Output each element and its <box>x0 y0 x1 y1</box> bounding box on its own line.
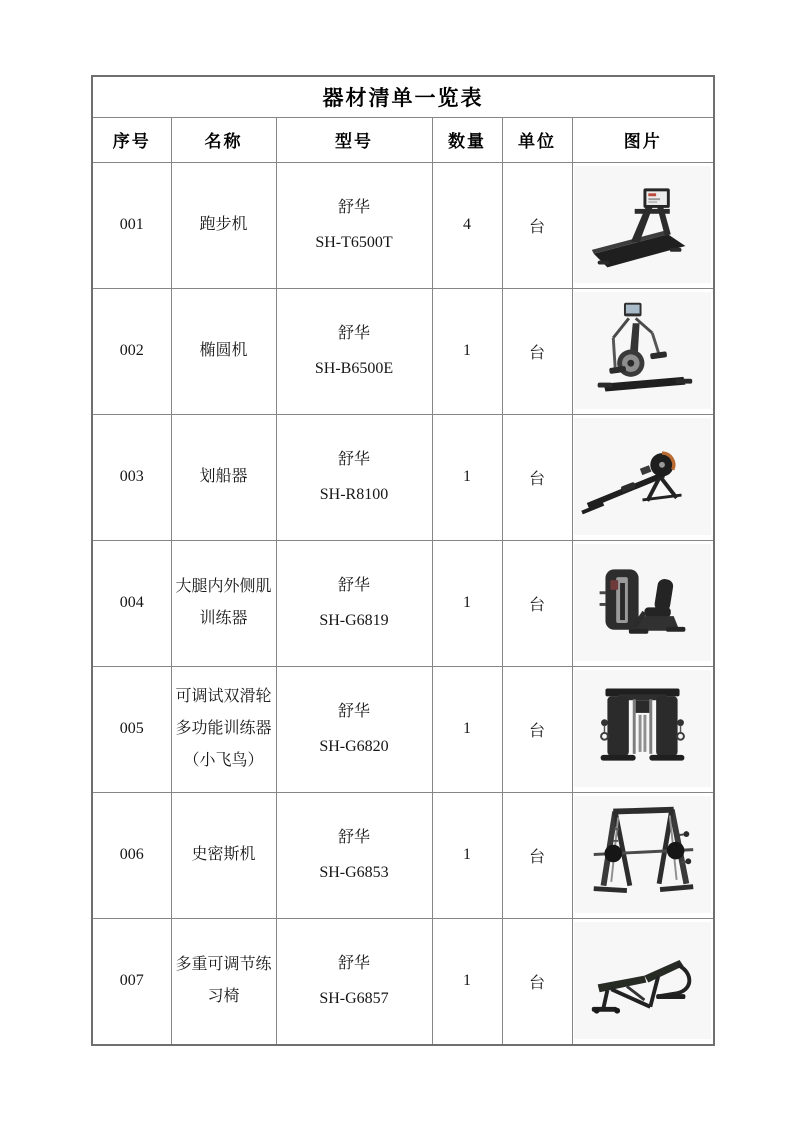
row-photo <box>572 288 714 414</box>
treadmill-photo <box>574 166 711 283</box>
dual-pulley-functional-trainer-photo <box>574 670 711 787</box>
model-text: SH-B6500E <box>314 360 394 377</box>
adjustable-bench-photo <box>574 922 711 1039</box>
row-model <box>276 162 432 288</box>
row-unit: 台 <box>502 288 572 414</box>
row-name: 跑步机 <box>171 162 276 288</box>
brand-text: 舒华 <box>337 576 370 594</box>
row-photo <box>572 162 714 288</box>
brand-text: 舒华 <box>337 198 370 216</box>
row-name: 可调试双滑轮多功能训练器（小飞鸟） <box>171 666 276 792</box>
row-model <box>276 792 432 918</box>
dual-pulley-functional-trainer-image <box>574 670 711 787</box>
model-text: SH-R8100 <box>319 486 389 503</box>
row-name: 史密斯机 <box>171 792 276 918</box>
column-header-qty: 数量 <box>432 117 502 162</box>
row-photo <box>572 918 714 1045</box>
row-model <box>276 288 432 414</box>
row-name: 划船器 <box>171 414 276 540</box>
table-title-row <box>92 76 714 117</box>
row-model <box>276 540 432 666</box>
row-no: 006 <box>92 792 171 918</box>
brand-text: 舒华 <box>337 324 370 342</box>
column-header-model: 型号 <box>276 117 432 162</box>
row-qty: 1 <box>432 792 502 918</box>
inner-outer-thigh-machine-photo <box>574 544 711 661</box>
row-unit: 台 <box>502 918 572 1045</box>
column-header-photo: 图片 <box>572 117 714 162</box>
column-header-name: 名称 <box>171 117 276 162</box>
model-text: SH-G6819 <box>319 612 389 629</box>
row-no: 005 <box>92 666 171 792</box>
smith-machine-image <box>574 796 711 913</box>
column-header-unit: 单位 <box>502 117 572 162</box>
row-unit: 台 <box>502 414 572 540</box>
row-qty: 1 <box>432 918 502 1045</box>
row-model <box>276 666 432 792</box>
row-name: 多重可调节练习椅 <box>171 918 276 1045</box>
row-unit: 台 <box>502 162 572 288</box>
column-header-no: 序号 <box>92 117 171 162</box>
table-row <box>92 414 714 540</box>
adjustable-bench-image <box>574 922 711 1039</box>
elliptical-photo <box>574 292 711 409</box>
smith-machine-photo <box>574 796 711 913</box>
inner-outer-thigh-machine-image <box>574 544 711 661</box>
rowing-machine-image <box>574 418 711 535</box>
row-unit: 台 <box>502 666 572 792</box>
row-qty: 4 <box>432 162 502 288</box>
brand-text: 舒华 <box>337 450 370 468</box>
row-unit: 台 <box>502 792 572 918</box>
model-text: SH-G6857 <box>319 990 389 1007</box>
row-model <box>276 414 432 540</box>
table-row <box>92 540 714 666</box>
row-no: 007 <box>92 918 171 1045</box>
table-row <box>92 162 714 288</box>
row-name: 大腿内外侧肌训练器 <box>171 540 276 666</box>
row-no: 001 <box>92 162 171 288</box>
row-qty: 1 <box>432 666 502 792</box>
row-photo <box>572 792 714 918</box>
brand-text: 舒华 <box>337 702 370 720</box>
row-no: 004 <box>92 540 171 666</box>
model-text: SH-T6500T <box>315 234 393 251</box>
row-photo <box>572 540 714 666</box>
model-text: SH-G6853 <box>319 864 389 881</box>
model-text: SH-G6820 <box>319 738 389 755</box>
elliptical-image <box>574 292 711 409</box>
treadmill-image <box>574 166 711 283</box>
row-qty: 1 <box>432 288 502 414</box>
row-no: 003 <box>92 414 171 540</box>
table-header-row <box>92 117 714 162</box>
row-photo <box>572 666 714 792</box>
brand-text: 舒华 <box>337 828 370 846</box>
table-row <box>92 666 714 792</box>
brand-text: 舒华 <box>337 954 370 972</box>
row-unit: 台 <box>502 540 572 666</box>
row-photo <box>572 414 714 540</box>
rowing-machine-photo <box>574 418 711 535</box>
row-no: 002 <box>92 288 171 414</box>
equipment-list-table <box>91 75 715 1046</box>
table-title: 器材清单一览表 <box>92 76 714 117</box>
row-name: 椭圆机 <box>171 288 276 414</box>
row-qty: 1 <box>432 540 502 666</box>
row-qty: 1 <box>432 414 502 540</box>
row-model <box>276 918 432 1045</box>
table-row <box>92 792 714 918</box>
table-row <box>92 918 714 1045</box>
table-row <box>92 288 714 414</box>
